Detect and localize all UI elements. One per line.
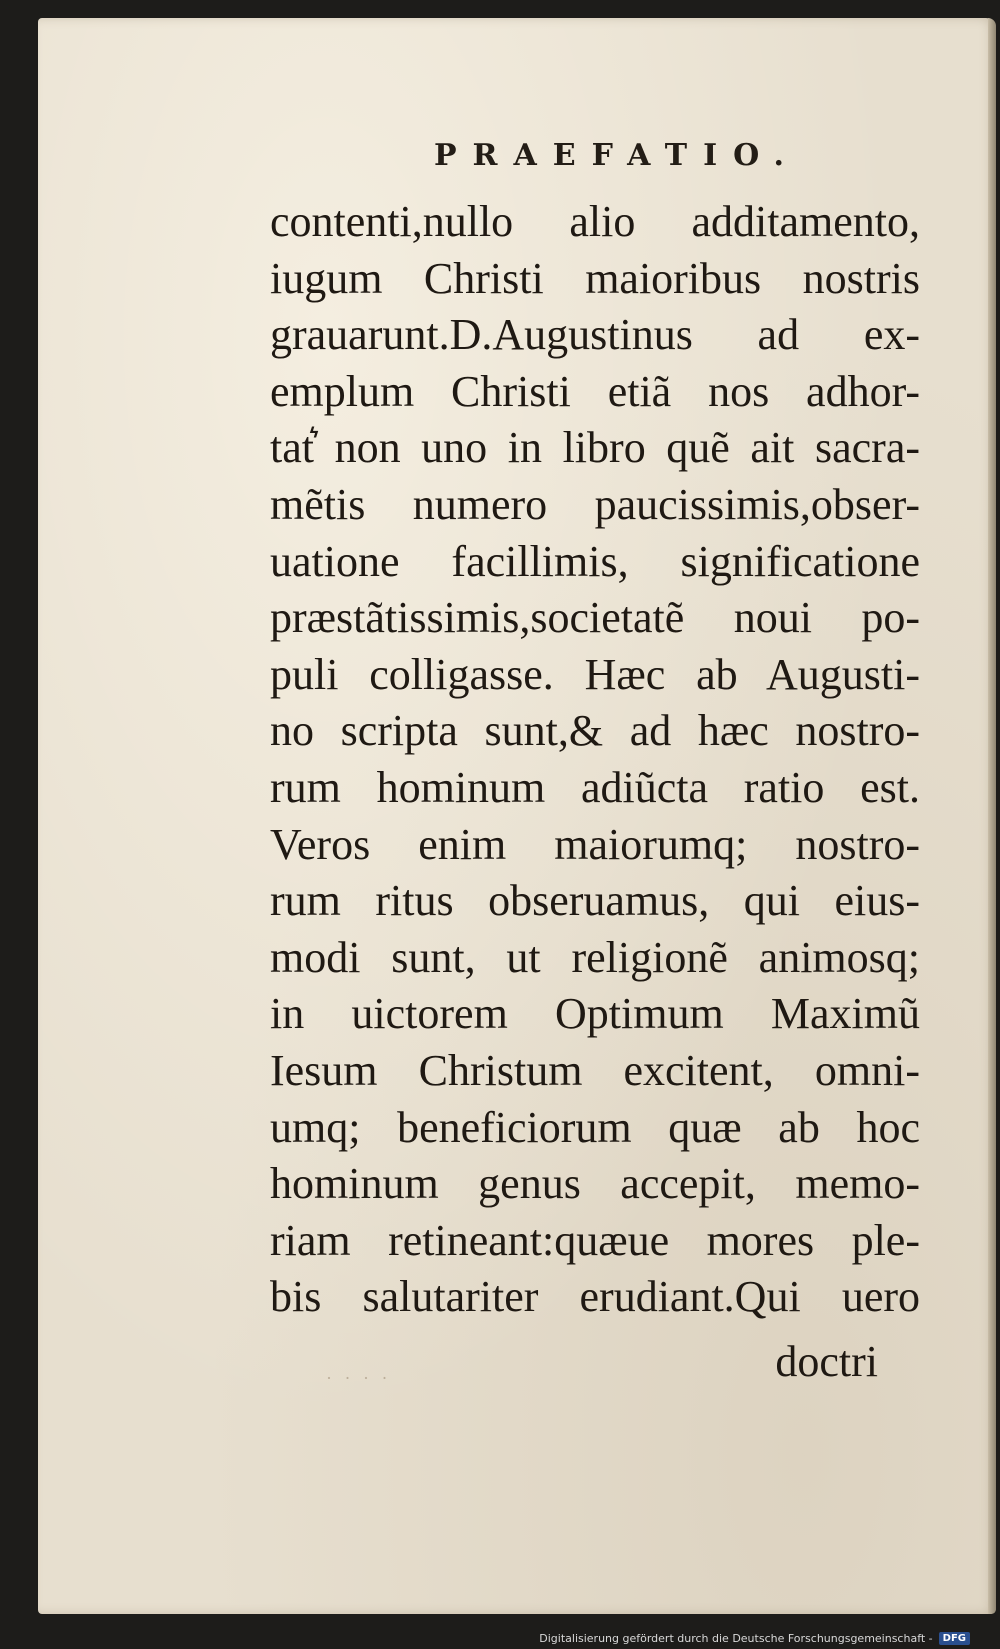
text-line: emplum Christi etiã nos adhor-	[270, 366, 920, 416]
credit-text: Digitalisierung gefördert durch die Deutsche Forschungsgemeinschaft -	[539, 1632, 933, 1645]
book-page	[38, 18, 996, 1614]
text-line: umq; beneficiorum quæ ab hoc	[270, 1102, 920, 1152]
text-line: iugum Christi maioribus nostris	[270, 253, 920, 303]
text-line: tat͛ non uno in libro quẽ ait sacra-	[270, 423, 920, 473]
text-line: riam retineant:quæue mores ple-	[270, 1215, 920, 1265]
text-line: bis salutariter erudiant.Qui uero	[270, 1272, 920, 1322]
show-through-mark: · · · ·	[326, 1368, 392, 1388]
text-line: præstãtissimis,societatẽ noui po-	[270, 593, 920, 643]
text-line: rum ritus obseruamus, qui eius-	[270, 876, 920, 926]
dfg-logo: DFG	[939, 1632, 970, 1645]
body-text	[270, 194, 920, 1326]
running-head: PRAEFATIO.	[434, 138, 800, 173]
text-line: hominum genus accepit, memo-	[270, 1159, 920, 1209]
text-line: uatione facillimis, significatione	[270, 536, 920, 586]
text-line: modi sunt, ut religionẽ animosq;	[270, 932, 920, 982]
text-line: contenti,nullo alio additamento,	[270, 197, 920, 246]
text-line: grauarunt.D.Augustinus ad ex-	[270, 310, 920, 360]
text-line: Iesum Christum excitent, omni-	[270, 1045, 920, 1095]
text-line: mẽtis numero paucissimis,obser-	[270, 479, 920, 529]
digitization-credit	[539, 1632, 970, 1645]
text-line: puli colligasse. Hæc ab Augusti-	[270, 649, 920, 699]
page-edge	[988, 18, 996, 1614]
text-line: rum hominum adiũcta ratio est.	[270, 762, 920, 812]
text-line: Veros enim maiorumq; nostro-	[270, 819, 920, 869]
text-line: in uictorem Optimum Maximũ	[270, 989, 920, 1039]
catchword: doctri	[775, 1337, 878, 1386]
text-line: no scripta sunt,& ad hæc nostro-	[270, 706, 920, 756]
